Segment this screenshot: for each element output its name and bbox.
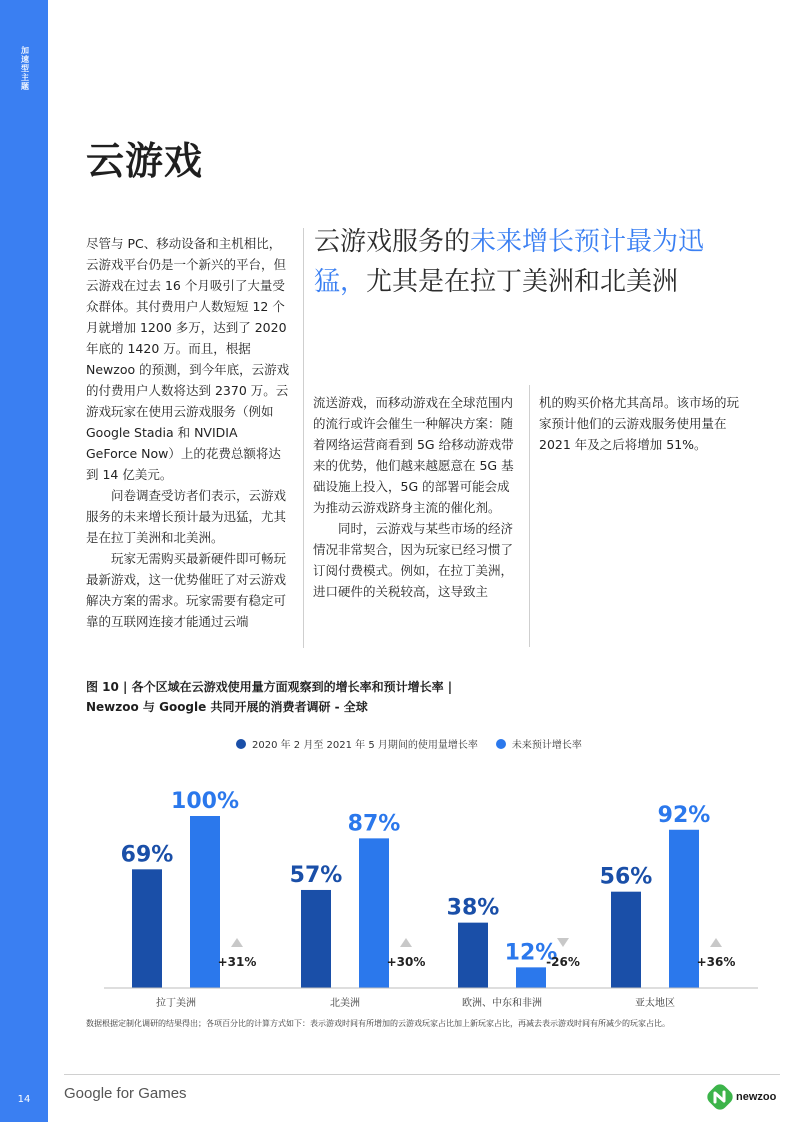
newzoo-wordmark: newzoo xyxy=(736,1091,777,1103)
column-divider xyxy=(529,385,530,647)
pull-quote xyxy=(314,222,714,302)
google-for-games-logo: Google for Games xyxy=(64,1085,187,1102)
change-up-arrow-icon xyxy=(710,938,722,947)
bar xyxy=(132,869,162,988)
newzoo-logo-icon xyxy=(706,1083,734,1111)
category-label: 欧洲、中东和非洲 xyxy=(462,998,542,1009)
change-up-arrow-icon xyxy=(231,938,243,947)
change-down-arrow-icon xyxy=(557,938,569,947)
bar xyxy=(190,816,220,988)
value-label: 69% xyxy=(120,842,174,868)
chart-legend xyxy=(236,736,600,751)
category-label: 亚太地区 xyxy=(635,998,675,1009)
legend-item xyxy=(496,736,582,751)
change-label: +30% xyxy=(386,955,426,969)
figure-footnote: 数据根据定制化调研的结果得出；各项百分比的计算方式如下：表示游戏时间有所增加的云游戏玩家占比加上新玩家占比，再减去表示游戏时间有所减少的玩家占比。 xyxy=(86,1019,670,1028)
body-column-2 xyxy=(313,392,521,602)
legend-label: 2020 年 2 月至 2021 年 5 月期间的使用量增长率 xyxy=(252,740,478,751)
change-label: +36% xyxy=(696,955,736,969)
body-column-3 xyxy=(539,392,747,455)
bar xyxy=(359,838,389,988)
footer-divider xyxy=(64,1074,780,1075)
legend-swatch-light xyxy=(496,739,506,749)
section-label-char: 型 xyxy=(21,64,29,73)
figure-title-line: 图 10 | 各个区域在云游戏使用量方面观察到的增长率和预计增长率 | xyxy=(86,680,453,694)
bar xyxy=(458,923,488,988)
category-label: 北美洲 xyxy=(330,998,360,1009)
category-label: 拉丁美洲 xyxy=(156,998,196,1009)
bar-chart xyxy=(86,756,766,1012)
section-label-char: 加 xyxy=(21,46,29,55)
figure-title xyxy=(86,677,452,717)
paragraph: 玩家无需购买最新硬件即可畅玩最新游戏，这一优势催旺了对云游戏解决方案的需求。玩家需要有稳定可靠的互联网连接才能通过云端 xyxy=(86,551,287,629)
pull-quote-text: 尤其是在拉丁美洲和北美洲 xyxy=(366,267,679,297)
value-label: 92% xyxy=(657,802,711,828)
paragraph: 同时，云游戏与某些市场的经济情况非常契合，因为玩家已经习惯了订阅付费模式。例如，在拉丁美洲，进口硬件的关税较高，这导致主 xyxy=(313,521,514,599)
pull-quote-text: 云游戏服务的 xyxy=(314,227,471,257)
column-divider xyxy=(303,228,304,648)
section-label xyxy=(18,46,32,91)
legend-swatch-dark xyxy=(236,739,246,749)
section-label-char: 主 xyxy=(21,73,29,82)
paragraph: 问卷调查受访者们表示，云游戏服务的未来增长预计最为迅猛，尤其是在拉丁美洲和北美洲。 xyxy=(86,488,287,545)
body-column-1 xyxy=(86,233,292,632)
section-label-char: 速 xyxy=(21,55,29,64)
value-label: 87% xyxy=(347,811,401,837)
bar xyxy=(301,890,331,988)
section-label-char: 题 xyxy=(21,82,29,91)
change-up-arrow-icon xyxy=(400,938,412,947)
figure-title-line: Newzoo 与 Google 共同开展的消费者调研 - 全球 xyxy=(86,700,368,714)
bar xyxy=(516,967,546,988)
paragraph: 机的购买价格尤其高昂。该市场的玩家预计他们的云游戏服务使用量在 2021 年及之后将增加 51%。 xyxy=(539,395,740,452)
bar xyxy=(669,830,699,988)
legend-item xyxy=(236,736,478,751)
paragraph: 流送游戏，而移动游戏在全球范围内的流行或许会催生一种解决方案：随着网络运营商看到 5G 给移动游戏带来的优势，他们越来越愿意在 5G 基础设施上投入，5G 的部署可能会成为推动云游戏跻身主流的催化剂。 xyxy=(313,395,514,515)
legend-label: 未来预计增长率 xyxy=(511,740,582,751)
bar xyxy=(611,892,641,988)
page-number: 14 xyxy=(17,1094,31,1105)
value-label: 57% xyxy=(289,862,343,888)
side-bar xyxy=(0,0,48,1122)
paragraph: 尽管与 PC、移动设备和主机相比，云游戏平台仍是一个新兴的平台，但云游戏在过去 16 个月吸引了大量受众群体。其付费用户人数短短 12 个月就增加 1200 多万，达到了 2020 年底的 1420 万。而且，根据 Newzoo 的预测，到今年底，云游戏的付费用户人数将达到 2370 万。云游戏玩家在使用云游戏服务（例如 Google Stadia 和 NVIDIA GeForce Now）上的花费总额将达到 14 亿美元。 xyxy=(86,236,290,482)
newzoo-logo xyxy=(706,1083,776,1111)
value-label: 12% xyxy=(504,940,558,966)
value-label: 100% xyxy=(171,789,239,814)
pull-quote-highlight: 未来增长预计最为迅猛， xyxy=(314,227,705,297)
change-label: -26% xyxy=(546,955,580,969)
value-label: 38% xyxy=(446,895,500,921)
change-label: +31% xyxy=(217,955,257,969)
value-label: 56% xyxy=(599,864,653,890)
page-title: 云游戏 xyxy=(86,139,204,183)
